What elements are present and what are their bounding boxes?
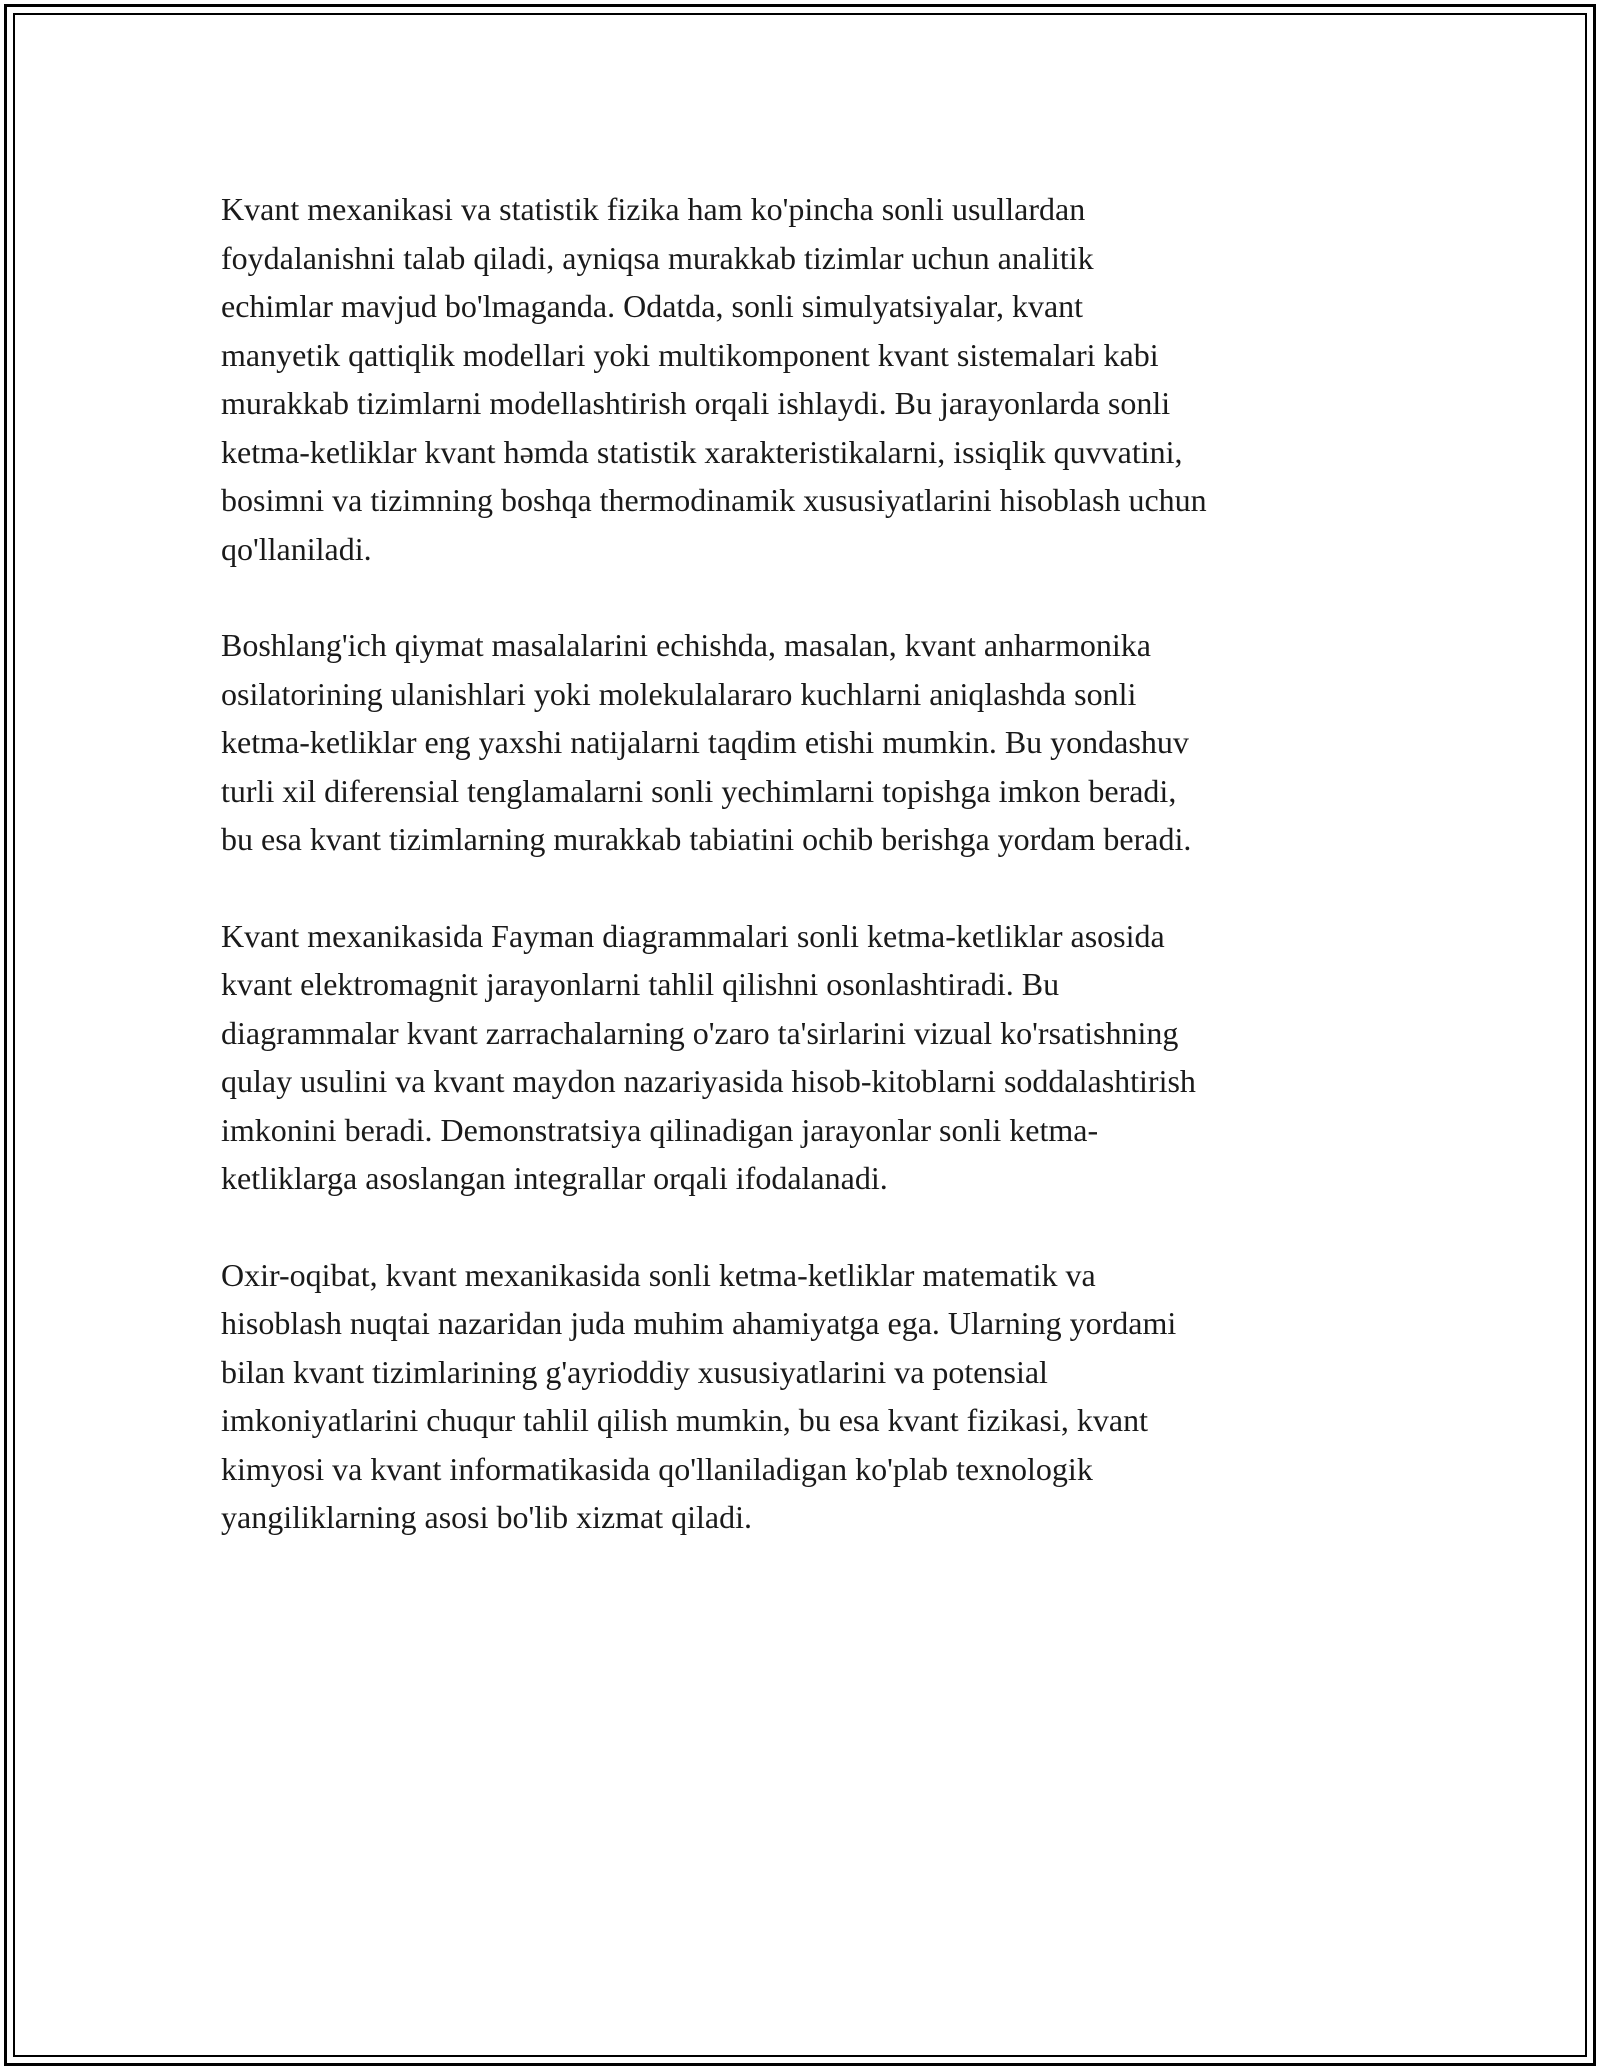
paragraph-1: Kvant mexanikasi va statistik fizika ham ko'pincha sonli usullardan foydalanishni talab qiladi, ayniqsa murakkab tizimlar uchun analitik echimlar mavjud bo'lmaganda. Odatda, sonli simulyatsiyalar, kvant manyetik qattiqlik modellari yoki multikomponent kvant sistemalari kabi murakkab tizimlarni modellashtirish orqali ishlaydi. Bu jarayonlarda sonli ketma-ketliklar kvant həmda statistik xarakteristikalarni, issiqlik quvvatini, bosimni va tizimning boshqa thermodinamik xususiyatlarini hisoblash uchun qo'llaniladi. [221, 191, 1207, 567]
document-body [221, 185, 1381, 1590]
paragraph-3: Kvant mexanikasida Fayman diagrammalari sonli ketma-ketliklar asosida kvant elektromagnit jarayonlarni tahlil qilishni osonlashtiradi. Bu diagrammalar kvant zarrachalarning o'zaro ta'sirlarini vizual ko'rsatishning qulay usulini va kvant maydon nazariyasida hisob-kitoblarni soddalashtirish imkonini beradi. Demonstratsiya qilinadigan jarayonlar sonli ketma- ketliklarga asoslangan integrallar orqali ifodalanadi. [221, 917, 1196, 1196]
paragraph-4: Oxir-oqibat, kvant mexanikasida sonli ketma-ketliklar matematik va hisoblash nuqtai nazaridan juda muhim ahamiyatga ega. Ularning yordami bilan kvant tizimlarining g'ayrioddiy xususiyatlarini va potensial imkoniyatlarini chuqur tahlil qilish mumkin, bu esa kvant fizikasi, kvant kimyosi va kvant informatikasida qo'llaniladigan ko'plab texnologik yangiliklarning asosi bo'lib xizmat qiladi. [221, 1256, 1177, 1535]
paragraph-2: Boshlang'ich qiymat masalalarini echishda, masalan, kvant anharmonika osilatorining ulanishlari yoki molekulalararo kuchlarni aniqlashda sonli ketma-ketliklar eng yaxshi natijalarni taqdim etishi mumkin. Bu yondashuv turli xil diferensial tenglamalarni sonli yechimlarni topishga imkon beradi, bu esa kvant tizimlarning murakkab tabiatini ochib berishga yordam beradi. [221, 627, 1192, 857]
